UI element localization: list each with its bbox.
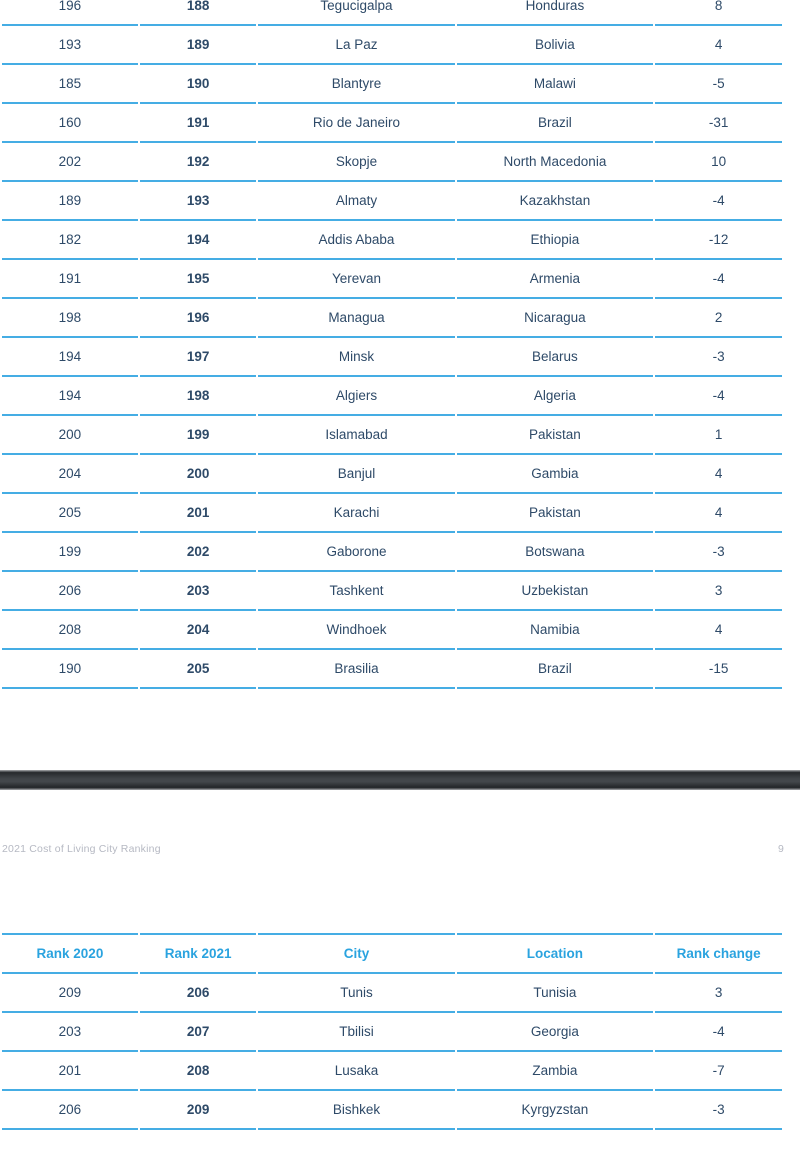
cell-rank-2020: 201 xyxy=(2,1052,138,1091)
table-row xyxy=(2,572,782,611)
cell-location: North Macedonia xyxy=(457,143,654,182)
cell-rank-2021: 206 xyxy=(140,974,257,1013)
cell-rank-2020: 204 xyxy=(2,455,138,494)
column-header-rank-change: Rank change xyxy=(655,933,782,974)
cell-rank-change: 3 xyxy=(655,974,782,1013)
cell-rank-2021: 200 xyxy=(140,455,257,494)
cell-rank-2020: 203 xyxy=(2,1013,138,1052)
cell-city: Lusaka xyxy=(258,1052,454,1091)
cell-city: La Paz xyxy=(258,26,454,65)
table-row xyxy=(2,260,782,299)
cell-location: Zambia xyxy=(457,1052,654,1091)
cell-location: Bolivia xyxy=(457,26,654,65)
cell-rank-2020: 194 xyxy=(2,338,138,377)
table-row xyxy=(2,377,782,416)
cell-rank-change: -3 xyxy=(655,533,782,572)
cell-rank-2021: 202 xyxy=(140,533,257,572)
cell-location: Namibia xyxy=(457,611,654,650)
cell-rank-2020: 206 xyxy=(2,572,138,611)
cell-rank-2021: 209 xyxy=(140,1091,257,1130)
cell-location: Armenia xyxy=(457,260,654,299)
cell-location: Georgia xyxy=(457,1013,654,1052)
cell-rank-2020: 185 xyxy=(2,65,138,104)
cell-rank-change: -4 xyxy=(655,377,782,416)
cell-location: Uzbekistan xyxy=(457,572,654,611)
ranking-table-header-row xyxy=(2,933,782,974)
cell-rank-change: -12 xyxy=(655,221,782,260)
cell-location: Malawi xyxy=(457,65,654,104)
cell-rank-2020: 202 xyxy=(2,143,138,182)
cell-rank-change: -4 xyxy=(655,260,782,299)
cell-city: Tashkent xyxy=(258,572,454,611)
cell-city: Yerevan xyxy=(258,260,454,299)
cell-rank-2020: 194 xyxy=(2,377,138,416)
cell-city: Rio de Janeiro xyxy=(258,104,454,143)
column-header-rank-2021: Rank 2021 xyxy=(140,933,257,974)
cell-rank-2020: 199 xyxy=(2,533,138,572)
cell-rank-2021: 196 xyxy=(140,299,257,338)
cell-rank-2021: 199 xyxy=(140,416,257,455)
cell-city: Karachi xyxy=(258,494,454,533)
table-row xyxy=(2,104,782,143)
cell-rank-2020: 190 xyxy=(2,650,138,689)
cell-location: Honduras xyxy=(457,0,654,26)
cell-location: Kazakhstan xyxy=(457,182,654,221)
cell-location: Brazil xyxy=(457,650,654,689)
cell-location: Kyrgyzstan xyxy=(457,1091,654,1130)
cell-rank-2020: 160 xyxy=(2,104,138,143)
cell-city: Tegucigalpa xyxy=(258,0,454,26)
cell-location: Gambia xyxy=(457,455,654,494)
page-number: 9 xyxy=(777,843,784,855)
cell-location: Botswana xyxy=(457,533,654,572)
cell-location: Tunisia xyxy=(457,974,654,1013)
cell-rank-change: 8 xyxy=(655,0,782,26)
cell-rank-2021: 205 xyxy=(140,650,257,689)
cell-rank-change: -7 xyxy=(655,1052,782,1091)
table-row xyxy=(2,221,782,260)
column-header-city: City xyxy=(258,933,454,974)
cell-city: Almaty xyxy=(258,182,454,221)
cell-rank-2021: 204 xyxy=(140,611,257,650)
cell-rank-2021: 201 xyxy=(140,494,257,533)
cell-rank-2021: 195 xyxy=(140,260,257,299)
cell-rank-2020: 206 xyxy=(2,1091,138,1130)
table-row xyxy=(2,0,782,26)
table-row xyxy=(2,1091,782,1130)
cell-rank-2020: 209 xyxy=(2,974,138,1013)
cell-rank-change: -3 xyxy=(655,1091,782,1130)
cell-rank-change: 4 xyxy=(655,26,782,65)
cell-rank-2021: 188 xyxy=(140,0,257,26)
ranking-table-page9-body xyxy=(2,974,782,1130)
cell-city: Minsk xyxy=(258,338,454,377)
cell-rank-2021: 197 xyxy=(140,338,257,377)
cell-rank-change: 10 xyxy=(655,143,782,182)
cell-rank-2020: 208 xyxy=(2,611,138,650)
table-row xyxy=(2,455,782,494)
cell-location: Pakistan xyxy=(457,416,654,455)
table-row xyxy=(2,611,782,650)
table-row xyxy=(2,974,782,1013)
cell-city: Windhoek xyxy=(258,611,454,650)
running-header xyxy=(2,843,784,855)
cell-location: Belarus xyxy=(457,338,654,377)
cell-rank-change: -4 xyxy=(655,182,782,221)
document-title: 2021 Cost of Living City Ranking xyxy=(2,843,161,855)
cell-city: Gaborone xyxy=(258,533,454,572)
cell-city: Banjul xyxy=(258,455,454,494)
cell-rank-2020: 189 xyxy=(2,182,138,221)
cell-rank-change: -5 xyxy=(655,65,782,104)
table-row xyxy=(2,494,782,533)
cell-rank-2021: 207 xyxy=(140,1013,257,1052)
cell-rank-2020: 191 xyxy=(2,260,138,299)
table-row xyxy=(2,533,782,572)
cell-city: Addis Ababa xyxy=(258,221,454,260)
column-header-rank-2020: Rank 2020 xyxy=(2,933,138,974)
cell-rank-change: 4 xyxy=(655,611,782,650)
cell-city: Bishkek xyxy=(258,1091,454,1130)
cell-rank-change: -3 xyxy=(655,338,782,377)
cell-rank-2020: 198 xyxy=(2,299,138,338)
cell-rank-2021: 189 xyxy=(140,26,257,65)
table-row xyxy=(2,65,782,104)
cell-rank-2021: 191 xyxy=(140,104,257,143)
cell-rank-2021: 190 xyxy=(140,65,257,104)
cell-city: Tunis xyxy=(258,974,454,1013)
table-row xyxy=(2,143,782,182)
cell-location: Pakistan xyxy=(457,494,654,533)
page-separator-bar xyxy=(0,770,800,790)
cell-rank-2021: 193 xyxy=(140,182,257,221)
cell-rank-2021: 198 xyxy=(140,377,257,416)
cell-rank-2020: 196 xyxy=(2,0,138,26)
cell-rank-2020: 193 xyxy=(2,26,138,65)
cell-city: Managua xyxy=(258,299,454,338)
cell-rank-change: 4 xyxy=(655,494,782,533)
cell-city: Skopje xyxy=(258,143,454,182)
cell-rank-change: -4 xyxy=(655,1013,782,1052)
table-row xyxy=(2,1052,782,1091)
cell-rank-2021: 194 xyxy=(140,221,257,260)
cell-rank-change: -15 xyxy=(655,650,782,689)
cell-rank-2021: 203 xyxy=(140,572,257,611)
cell-city: Brasilia xyxy=(258,650,454,689)
cell-rank-2021: 192 xyxy=(140,143,257,182)
table-row xyxy=(2,26,782,65)
table-row xyxy=(2,299,782,338)
table-row xyxy=(2,650,782,689)
cell-location: Brazil xyxy=(457,104,654,143)
cell-rank-change: -31 xyxy=(655,104,782,143)
cell-rank-2020: 182 xyxy=(2,221,138,260)
ranking-table-page8-body xyxy=(2,0,782,689)
table-row xyxy=(2,416,782,455)
cell-rank-change: 3 xyxy=(655,572,782,611)
cell-city: Islamabad xyxy=(258,416,454,455)
cell-location: Algeria xyxy=(457,377,654,416)
cell-rank-change: 4 xyxy=(655,455,782,494)
cell-city: Algiers xyxy=(258,377,454,416)
table-row xyxy=(2,338,782,377)
cell-rank-change: 1 xyxy=(655,416,782,455)
cell-rank-change: 2 xyxy=(655,299,782,338)
cell-location: Nicaragua xyxy=(457,299,654,338)
cell-city: Tbilisi xyxy=(258,1013,454,1052)
cell-rank-2020: 205 xyxy=(2,494,138,533)
cell-rank-2020: 200 xyxy=(2,416,138,455)
table-row xyxy=(2,1013,782,1052)
table-row xyxy=(2,182,782,221)
cell-city: Blantyre xyxy=(258,65,454,104)
ranking-table-page9 xyxy=(0,933,784,1130)
column-header-location: Location xyxy=(457,933,654,974)
cell-location: Ethiopia xyxy=(457,221,654,260)
cell-rank-2021: 208 xyxy=(140,1052,257,1091)
